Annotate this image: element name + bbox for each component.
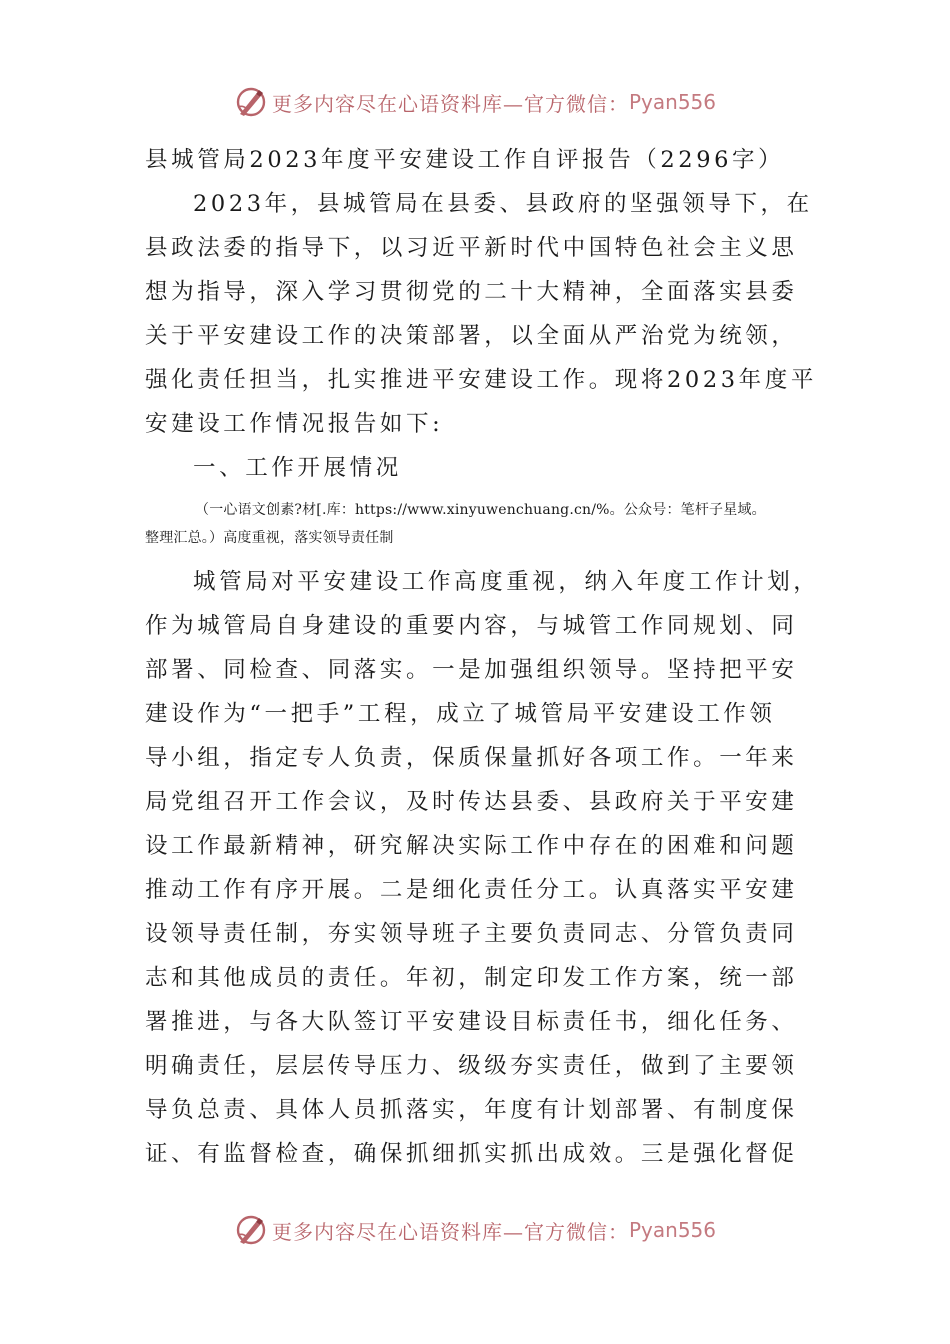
body-line: 局党组召开工作会议，及时传达县委、县政府关于平安建: [145, 789, 798, 815]
body-line: 导负总责、具体人员抓落实，年度有计划部署、有制度保: [145, 1097, 798, 1123]
banner-text: 更多内容尽在心语资料库—官方微信：: [271, 1219, 629, 1244]
document-body: [145, 138, 820, 1176]
banner-text: 更多内容尽在心语资料库—官方微信：: [271, 91, 629, 116]
body-line: 部署、同检查、同落实。一是加强组织领导。坚持把平安: [145, 657, 798, 683]
body-line: 城管局对平安建设工作高度重视，纳入年度工作计划，: [193, 569, 820, 595]
body-line: 证、有监督检查，确保抓细抓实抓出成效。三是强化督促: [145, 1141, 798, 1167]
banner-wechat-id: Pyan556: [628, 90, 716, 114]
intro-line: 县政法委的指导下，以习近平新时代中国特色社会主义思: [145, 235, 798, 261]
intro-line: 2023年，县城管局在县委、县政府的坚强领导下，在: [193, 191, 813, 217]
intro-line: 安建设工作情况报告如下:: [145, 411, 444, 437]
body-line: 设领导责任制，夯实领导班子主要负责同志、分管负责同: [145, 921, 798, 947]
body-line: 设工作最新精神，研究解决实际工作中存在的困难和问题: [145, 833, 798, 859]
body-line: 志和其他成员的责任。年初，制定印发工作方案，统一部: [145, 965, 798, 991]
footer-banner: [0, 1210, 950, 1250]
body-line: 作为城管局自身建设的重要内容，与城管工作同规划、同: [145, 613, 798, 639]
intro-line: 强化责任担当，扎实推进平安建设工作。现将2023年度平: [145, 367, 817, 393]
body-line: 导小组，指定专人负责，保质保量抓好各项工作。一年来: [145, 745, 798, 771]
document-title: 县城管局2023年度平安建设工作自评报告（2296字）: [145, 147, 785, 173]
pen-logo-icon: [234, 85, 268, 119]
body-line: 明确责任，层层传导压力、级级夯实责任，做到了主要领: [145, 1053, 798, 1079]
body-line: 推动工作有序开展。二是细化责任分工。认真落实平安建: [145, 877, 798, 903]
section-heading: 一、工作开展情况: [193, 455, 402, 481]
pen-logo-icon: [234, 1213, 268, 1247]
source-note-line: 整理汇总。）高度重视，落实领导责任制: [145, 530, 394, 546]
source-note-line: （一心语文创素?材[.库：https://www.xinyuwenchuang.cn/%。公众号：笔杆子星域。: [195, 502, 766, 518]
banner-wechat-id: Pyan556: [628, 1218, 716, 1242]
body-line: 建设作为“一把手”工程，成立了城管局平安建设工作领: [145, 701, 776, 727]
body-line: 署推进，与各大队签订平安建设目标责任书，细化任务、: [145, 1009, 798, 1035]
intro-line: 想为指导，深入学习贯彻党的二十大精神，全面落实县委: [145, 279, 798, 305]
header-banner: [0, 82, 950, 122]
intro-line: 关于平安建设工作的决策部署，以全面从严治党为统领，: [145, 323, 798, 349]
